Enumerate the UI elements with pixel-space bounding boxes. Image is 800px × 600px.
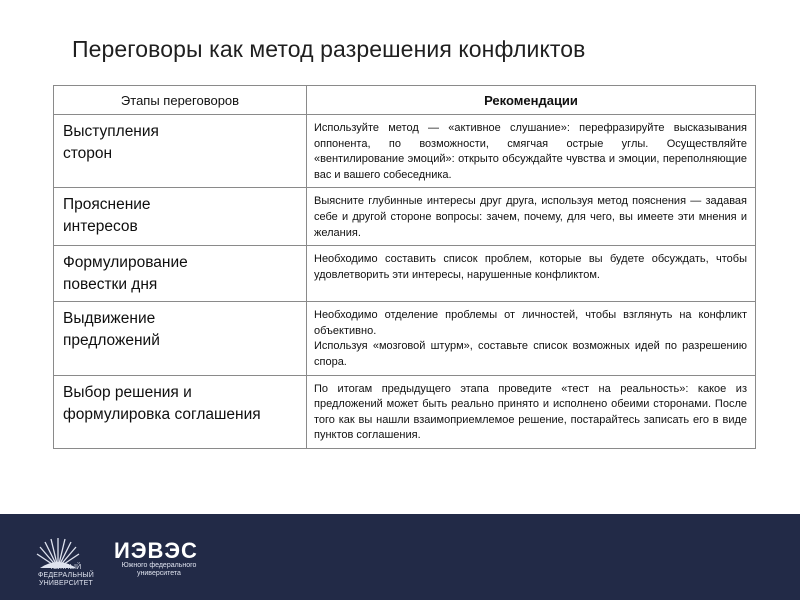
table-row <box>54 115 756 188</box>
footer-bar <box>0 514 800 600</box>
header-stages: Этапы переговоров <box>54 86 307 115</box>
recommendation-cell: Необходимо составить список проблем, которые вы будете обсуждать, чтобы удовлетворить эти интересы, нарушенные конфликтом. <box>307 246 756 302</box>
stage-text: Формулирование повестки дня <box>63 254 188 294</box>
stage-text: Выдвижение предложений <box>63 310 160 350</box>
stage-cell <box>54 302 307 375</box>
stage-cell <box>54 188 307 246</box>
recommendation-cell: Выясните глубинные интересы друг друга, используя метод пояснения — задавая себе и другой стороне вопросы: зачем, почему, для чего, вы имеете эти мнения и желания. <box>307 188 756 246</box>
table-row <box>54 246 756 302</box>
recommendation-cell: Необходимо отделение проблемы от личностей, чтобы взглянуть на конфликт объективно. Используя «мозговой штурм», составьте список возможных идей по разрешению спора. <box>307 302 756 375</box>
institute-logo-text: ИЭВЭС <box>114 538 198 563</box>
stage-text: Выступления сторон <box>63 123 159 162</box>
stage-cell <box>54 246 307 302</box>
table-header-row <box>54 86 756 115</box>
page-title: Переговоры как метод разрешения конфликтов <box>72 36 586 62</box>
stage-cell <box>54 375 307 448</box>
institute-subtitle: Южного федерального университета <box>121 562 197 577</box>
university-name: ЮЖНЫЙ ФЕДЕРАЛЬНЫЙ УНИВЕРСИТЕТ <box>37 564 95 587</box>
table-row <box>54 188 756 246</box>
recommendation-cell: По итогам предыдущего этапа проведите «тест на реальность»: какое из предложений может быть реально принято и исполнено обеими сторонами. После того как вы нашли взаимоприемлемое решение, постарайтесь записать его в виде пунктов соглашения. <box>307 375 756 448</box>
table-row <box>54 375 756 448</box>
stage-text: Выбор решения и формулировка соглашения <box>63 383 261 423</box>
stage-cell <box>54 115 307 188</box>
stage-text: Прояснение интересов <box>63 196 151 236</box>
negotiation-stages-table <box>53 85 756 449</box>
recommendation-cell: Используйте метод — «активное слушание»: перефразируйте высказывания оппонента, по возможности, смягчая острые углы. Осуществляйте «вентилирование эмоций»: открыто обсуждайте чувства и эмоции, переполняющие вас и вашего собеседника. <box>307 115 756 188</box>
table-row <box>54 302 756 375</box>
header-recommendations: Рекомендации <box>307 86 756 115</box>
